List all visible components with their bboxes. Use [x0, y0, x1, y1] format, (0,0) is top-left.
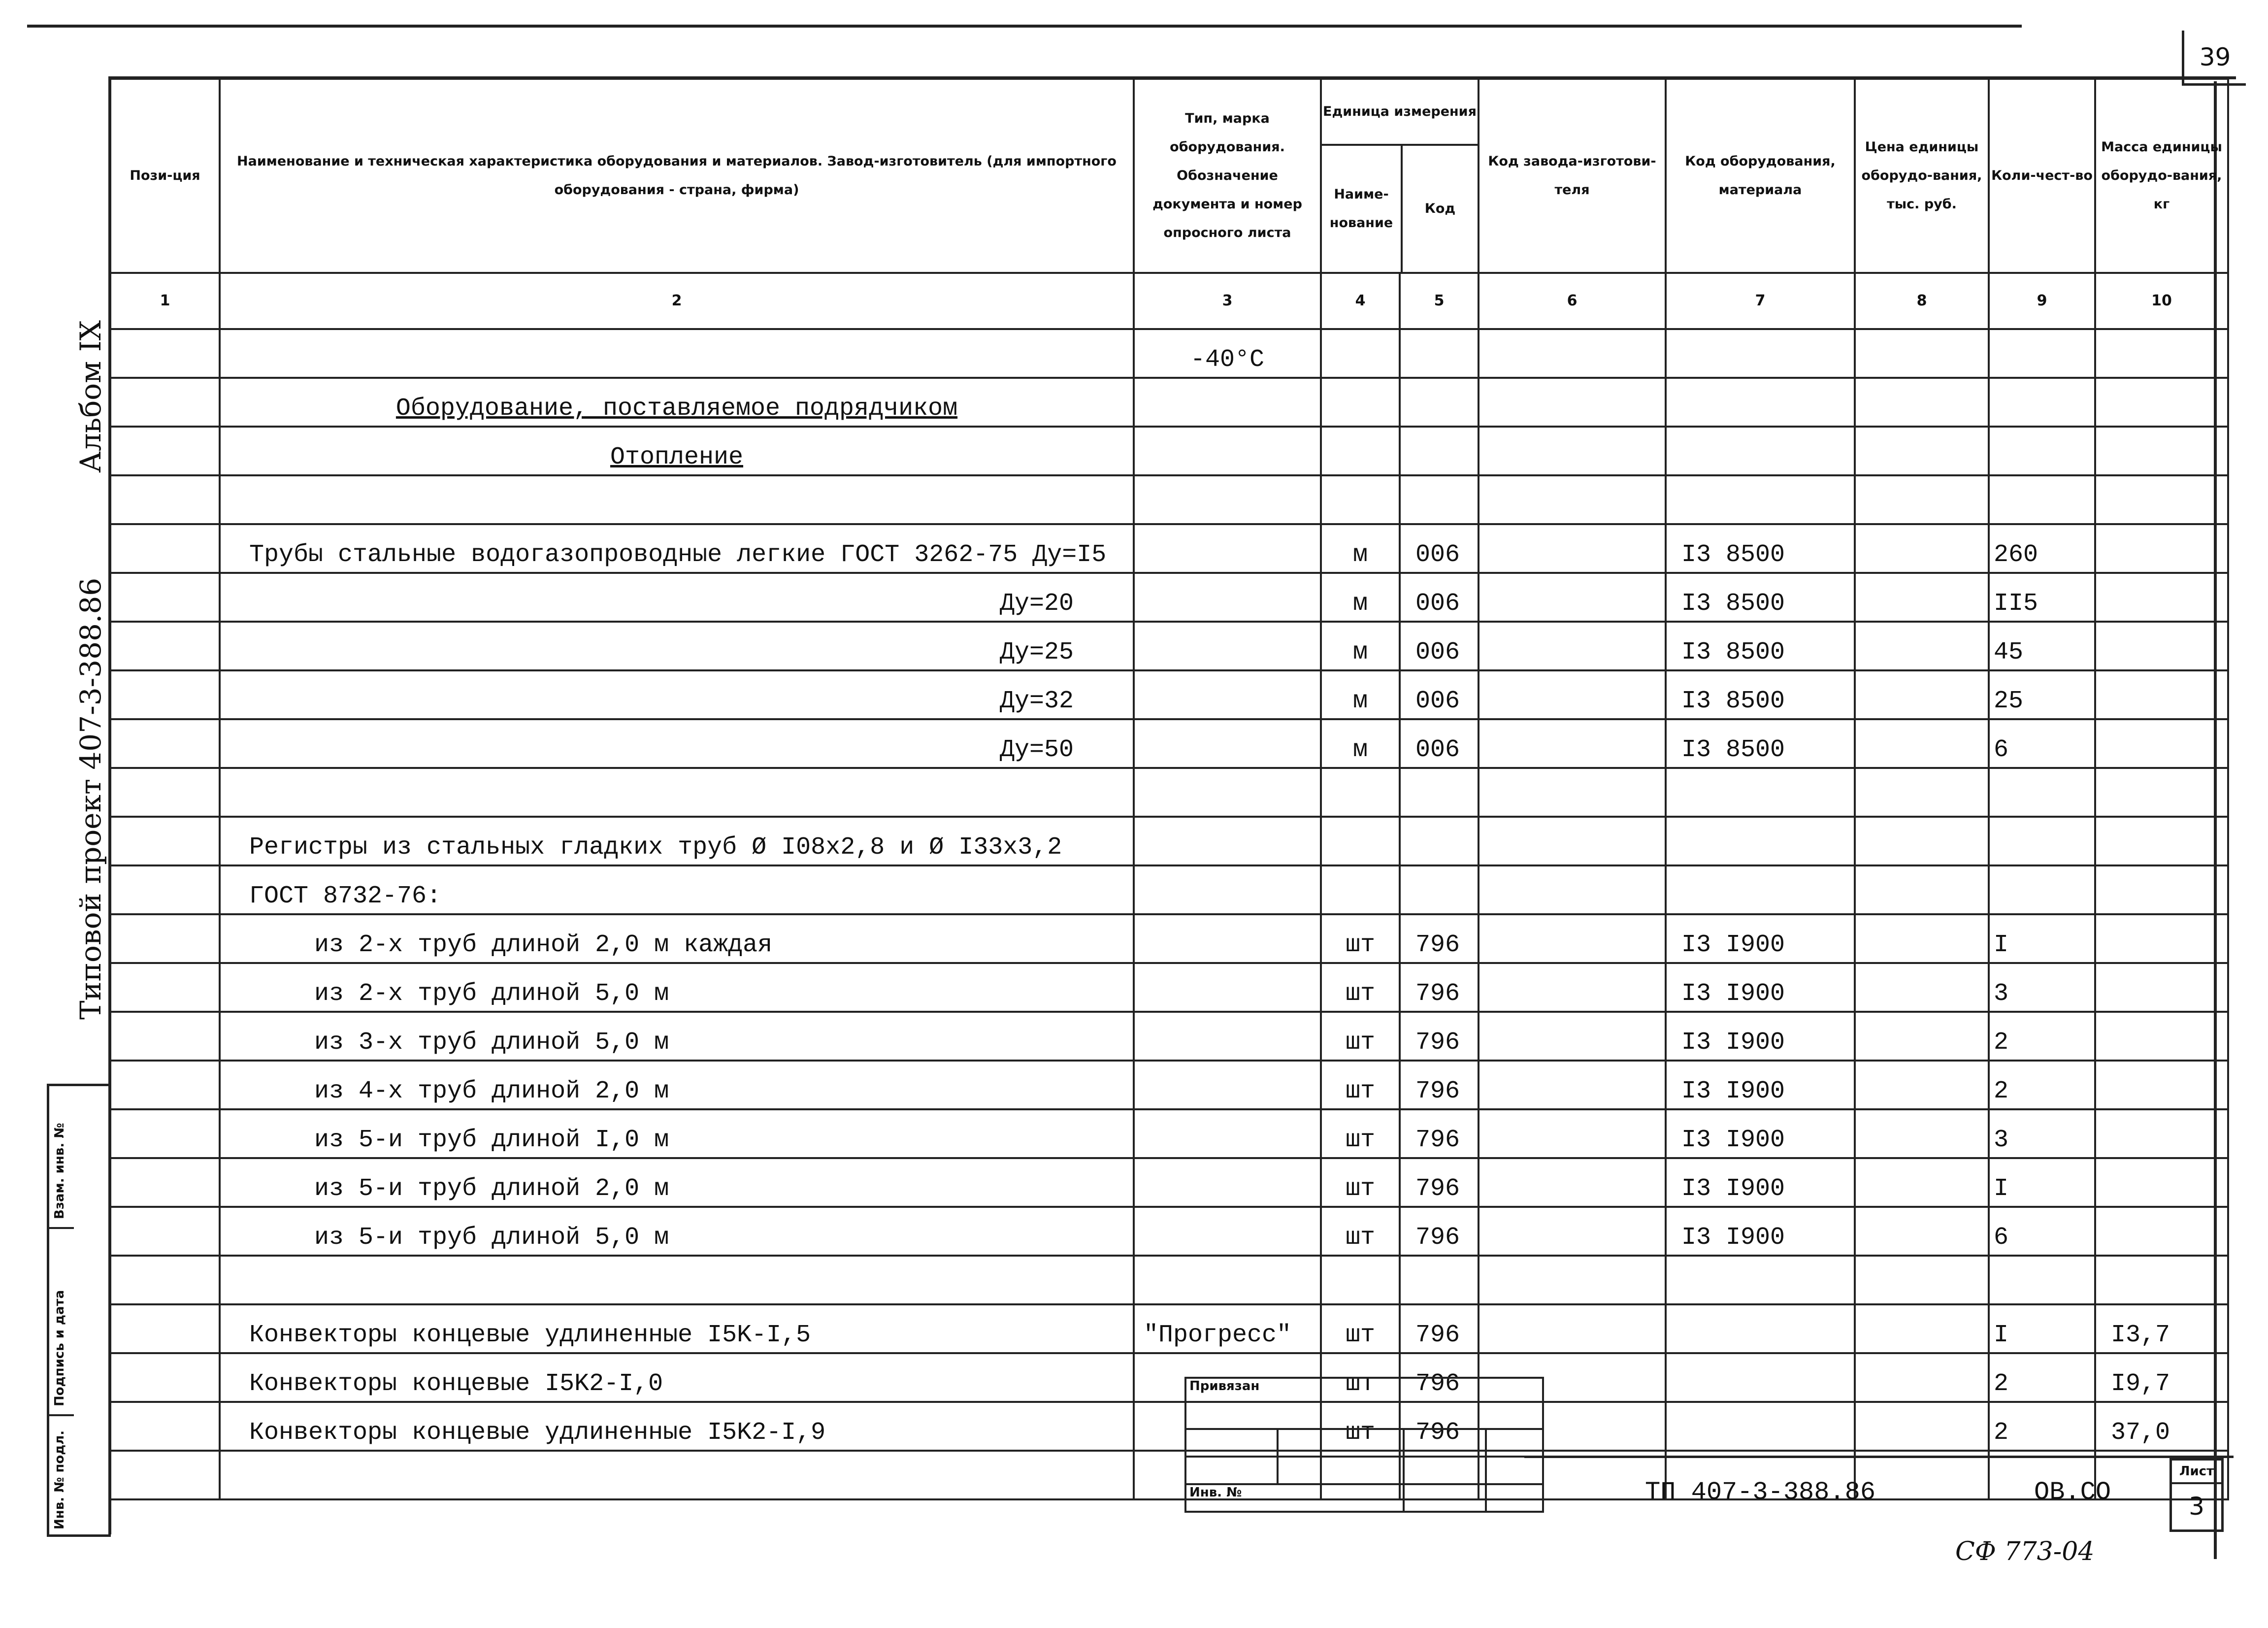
cell-col7: I3 I900 [1666, 1207, 1855, 1256]
cell-col1 [110, 1207, 220, 1256]
cell-col1 [110, 427, 220, 475]
column-number: 7 [1666, 273, 1855, 329]
cell-col8 [1855, 475, 1989, 524]
cell-col8 [1855, 1158, 1989, 1207]
table-row [110, 378, 2228, 427]
cell-col1 [110, 622, 220, 670]
table-row [110, 622, 2228, 670]
inventory-label: Инв. № [1185, 1484, 1404, 1512]
header-unit: Единица измерения [1322, 80, 1478, 146]
table-row [110, 427, 2228, 475]
cell-col7: I3 I900 [1666, 1061, 1855, 1109]
cell-col9: 260 [1989, 524, 2095, 573]
sheet-number: 3 [2189, 1492, 2204, 1521]
cell-col2: Ду=20 [220, 573, 1134, 622]
cell-col7 [1666, 1353, 1855, 1402]
header-factory-code: Код завода-изготови-теля [1479, 79, 1666, 273]
cell-col8 [1855, 622, 1989, 670]
cell-col8 [1855, 1353, 1989, 1402]
cell-col5 [1400, 1256, 1479, 1304]
cell-col1 [110, 329, 220, 378]
document-code: ТП 407-3-388.86 [1645, 1478, 1876, 1507]
table-row [110, 817, 2228, 865]
header-mass: Масса единицы оборудо-вания, кг [2095, 79, 2228, 273]
cell-col6 [1479, 1158, 1666, 1207]
table-row [110, 1353, 2228, 1402]
cell-col1 [110, 1012, 220, 1061]
cell-col10: I9,7 [2095, 1353, 2228, 1402]
header-row [110, 79, 2228, 273]
cell-col4 [1321, 427, 1400, 475]
cell-col5: 796 [1400, 1061, 1479, 1109]
cell-col4: шт [1321, 1158, 1400, 1207]
cell-col9: 25 [1989, 670, 2095, 719]
cell-col3 [1134, 1158, 1321, 1207]
cell-col4: м [1321, 622, 1400, 670]
table-row [110, 1012, 2228, 1061]
cell-col10 [2095, 914, 2228, 963]
cell-col9: 2 [1989, 1012, 2095, 1061]
cell-col2: из 2-х труб длиной 5,0 м [220, 963, 1134, 1012]
cell-col9: 6 [1989, 1207, 2095, 1256]
table-row [110, 963, 2228, 1012]
cell-col1 [110, 670, 220, 719]
cell-col2: из 4-х труб длиной 2,0 м [220, 1061, 1134, 1109]
cell-col2: из 5-и труб длиной I,0 м [220, 1109, 1134, 1158]
cell-col4 [1321, 865, 1400, 914]
cell-col2: Конвекторы концевые I5K2-I,0 [220, 1353, 1134, 1402]
cell-col6 [1479, 963, 1666, 1012]
column-number: 8 [1855, 273, 1989, 329]
cell-col1 [110, 573, 220, 622]
cell-col9 [1989, 865, 2095, 914]
cell-col7: I3 8500 [1666, 573, 1855, 622]
cell-col1 [110, 1256, 220, 1304]
cell-col1 [110, 1061, 220, 1109]
cell-col5: 006 [1400, 719, 1479, 768]
cell-col2: из 3-х труб длиной 5,0 м [220, 1012, 1134, 1061]
header-unit-group [1321, 79, 1479, 273]
table-row [110, 329, 2228, 378]
cell-col4: м [1321, 719, 1400, 768]
cell-col10 [2095, 475, 2228, 524]
cell-col4 [1321, 475, 1400, 524]
cell-col3 [1134, 573, 1321, 622]
cell-col1 [110, 1304, 220, 1353]
cell-col1 [110, 817, 220, 865]
cell-col5: 006 [1400, 670, 1479, 719]
header-unit-name: Наиме-нование [1322, 146, 1403, 272]
cell-col9: I [1989, 914, 2095, 963]
cell-col8 [1855, 963, 1989, 1012]
column-number: 9 [1989, 273, 2095, 329]
cell-col2: Трубы стальные водогазопроводные легкие ГОСТ 3262-75 Ду=I5 [220, 524, 1134, 573]
cell-col4: шт [1321, 1109, 1400, 1158]
table-row [110, 719, 2228, 768]
cell-col9 [1989, 475, 2095, 524]
cell-col1 [110, 1158, 220, 1207]
cell-col5 [1400, 768, 1479, 817]
cell-col8 [1855, 1256, 1989, 1304]
cell-col9 [1989, 817, 2095, 865]
cell-col3 [1134, 914, 1321, 963]
cell-col8 [1855, 670, 1989, 719]
header-type: Тип, марка оборудования. Обозначение документа и номер опросного листа [1134, 79, 1321, 273]
cell-col4: м [1321, 573, 1400, 622]
cell-col5 [1400, 865, 1479, 914]
cell-col2: Отопление [220, 427, 1134, 475]
cell-col4: шт [1321, 1012, 1400, 1061]
stamp-original-cell [49, 1416, 74, 1534]
cell-col4 [1321, 1256, 1400, 1304]
cell-col7 [1666, 475, 1855, 524]
cell-col4 [1321, 817, 1400, 865]
cell-col4: шт [1321, 1304, 1400, 1353]
cell-col7 [1666, 378, 1855, 427]
cell-col10 [2095, 524, 2228, 573]
cell-col1 [110, 1451, 220, 1499]
cell-col7: I3 I900 [1666, 1158, 1855, 1207]
cell-col10 [2095, 768, 2228, 817]
cell-col7 [1666, 817, 1855, 865]
cell-col7 [1666, 1402, 1855, 1451]
cell-col8 [1855, 1061, 1989, 1109]
cell-col6 [1479, 573, 1666, 622]
cell-col10: I3,7 [2095, 1304, 2228, 1353]
cell-col6 [1479, 524, 1666, 573]
cell-col8 [1855, 817, 1989, 865]
cell-col7: I3 I900 [1666, 1109, 1855, 1158]
column-number: 5 [1400, 273, 1479, 329]
cell-col1 [110, 963, 220, 1012]
cell-col10 [2095, 963, 2228, 1012]
cell-col2: из 5-и труб длиной 2,0 м [220, 1158, 1134, 1207]
table-row [110, 524, 2228, 573]
column-number: 2 [220, 273, 1134, 329]
cell-col2: Ду=25 [220, 622, 1134, 670]
cell-col3 [1134, 378, 1321, 427]
sheet-label: Лист [2172, 1461, 2221, 1484]
approval-stamp-block [1184, 1377, 1544, 1513]
cell-col4: шт [1321, 1061, 1400, 1109]
cell-col2 [220, 1256, 1134, 1304]
cell-col3: -40°C [1134, 329, 1321, 378]
cell-col8 [1855, 1012, 1989, 1061]
cell-col8 [1855, 329, 1989, 378]
cell-col9: 3 [1989, 963, 2095, 1012]
cell-col5: 796 [1400, 1353, 1479, 1402]
table-row [110, 1061, 2228, 1109]
cell-col5: 796 [1400, 1402, 1479, 1451]
cell-col5: 796 [1400, 1207, 1479, 1256]
side-stamp-block [47, 1084, 111, 1537]
cell-col2 [220, 329, 1134, 378]
header-unit-code: Код [1424, 201, 1456, 216]
table-row [110, 914, 2228, 963]
cell-col10 [2095, 865, 2228, 914]
cell-col6 [1479, 1256, 1666, 1304]
header-price: Цена единицы оборудо-вания, тыс. руб. [1855, 79, 1989, 273]
cell-col1 [110, 475, 220, 524]
cell-col4: шт [1321, 1353, 1400, 1402]
cell-col10 [2095, 1109, 2228, 1158]
header-quantity: Коли-чест-во [1989, 79, 2095, 273]
cell-col2 [220, 1451, 1134, 1499]
cell-col8 [1855, 573, 1989, 622]
cell-col2 [220, 475, 1134, 524]
cell-col10 [2095, 817, 2228, 865]
cell-col3 [1134, 427, 1321, 475]
cell-col4: м [1321, 670, 1400, 719]
table-row [110, 865, 2228, 914]
stamp-replacement-cell [49, 1086, 74, 1229]
cell-col5: 796 [1400, 1109, 1479, 1158]
cell-col2: Конвекторы концевые удлиненные I5K2-I,9 [220, 1402, 1134, 1451]
cell-col9: 6 [1989, 719, 2095, 768]
cell-col5: 796 [1400, 1158, 1479, 1207]
cell-col2: ГОСТ 8732-76: [220, 865, 1134, 914]
cell-col5: 006 [1400, 622, 1479, 670]
stamp-replacement-label: Взам. инв. № [52, 1123, 67, 1219]
page-number: 39 [2182, 31, 2246, 86]
table-row [110, 1207, 2228, 1256]
cell-col1 [110, 524, 220, 573]
cell-col9: I [1989, 1304, 2095, 1353]
cell-col9: 2 [1989, 1061, 2095, 1109]
cell-col9 [1989, 378, 2095, 427]
cell-col1 [110, 719, 220, 768]
cell-col7: I3 8500 [1666, 670, 1855, 719]
cell-col10 [2095, 1207, 2228, 1256]
cell-col3 [1134, 865, 1321, 914]
cell-col8 [1855, 427, 1989, 475]
cell-col8 [1855, 865, 1989, 914]
cell-col3: "Прогресс" [1134, 1304, 1321, 1353]
column-number: 6 [1479, 273, 1666, 329]
cell-col3 [1134, 1061, 1321, 1109]
cell-col3 [1134, 670, 1321, 719]
column-number: 10 [2095, 273, 2228, 329]
cell-col8 [1855, 719, 1989, 768]
cell-col6 [1479, 622, 1666, 670]
cell-col5 [1400, 378, 1479, 427]
cell-col5 [1400, 427, 1479, 475]
cell-col9 [1989, 329, 2095, 378]
table-row [110, 670, 2228, 719]
cell-col10 [2095, 329, 2228, 378]
cell-col6 [1479, 1109, 1666, 1158]
cell-col5 [1400, 817, 1479, 865]
attached-label: Привязан [1185, 1378, 1543, 1429]
cell-col9: 3 [1989, 1109, 2095, 1158]
cell-col3 [1134, 1012, 1321, 1061]
table-row [110, 573, 2228, 622]
cell-col6 [1479, 914, 1666, 963]
cell-col7: I3 I900 [1666, 1012, 1855, 1061]
cell-col9: II5 [1989, 573, 2095, 622]
cell-col6 [1479, 1304, 1666, 1353]
specification-table [109, 78, 2229, 1500]
cell-col7 [1666, 865, 1855, 914]
cell-col9 [1989, 768, 2095, 817]
stamp-original-label: Инв. № подл. [52, 1430, 67, 1529]
archive-note: СФ 773-04 [1955, 1537, 2095, 1566]
table-row [110, 1109, 2228, 1158]
cell-col6 [1479, 817, 1666, 865]
top-rule [27, 25, 2022, 28]
column-number: 4 [1321, 273, 1400, 329]
cell-col1 [110, 1353, 220, 1402]
cell-col3 [1134, 963, 1321, 1012]
cell-col8 [1855, 524, 1989, 573]
cell-col8 [1855, 914, 1989, 963]
cell-col9: I [1989, 1158, 2095, 1207]
cell-col9: 2 [1989, 1402, 2095, 1451]
cell-col1 [110, 1109, 220, 1158]
cell-col7: I3 8500 [1666, 719, 1855, 768]
cell-col3 [1134, 475, 1321, 524]
cell-col10 [2095, 622, 2228, 670]
cell-col1 [110, 768, 220, 817]
cell-col5: 796 [1400, 1304, 1479, 1353]
cell-col3 [1134, 1256, 1321, 1304]
column-number-row [110, 273, 2228, 329]
cell-col9: 45 [1989, 622, 2095, 670]
cell-col2: Конвекторы концевые удлиненные I5K-I,5 [220, 1304, 1134, 1353]
cell-col8 [1855, 1304, 1989, 1353]
cell-col10 [2095, 427, 2228, 475]
cell-col10 [2095, 1158, 2228, 1207]
cell-col2 [220, 768, 1134, 817]
cell-col2: Регистры из стальных гладких труб Ø I08x2,8 и Ø I33x3,2 [220, 817, 1134, 865]
cell-col8 [1855, 1402, 1989, 1451]
cell-col10 [2095, 573, 2228, 622]
cell-col10: 37,0 [2095, 1402, 2228, 1451]
cell-col6 [1479, 427, 1666, 475]
stamp-signature-label: Подпись и дата [52, 1290, 67, 1406]
cell-col7: I3 8500 [1666, 524, 1855, 573]
stamp-signature-cell [49, 1229, 74, 1416]
cell-col9: 2 [1989, 1353, 2095, 1402]
cell-col6 [1479, 1061, 1666, 1109]
cell-col10 [2095, 670, 2228, 719]
cell-col10 [2095, 378, 2228, 427]
cell-col4: шт [1321, 1402, 1400, 1451]
cell-col4: м [1321, 524, 1400, 573]
cell-col7 [1666, 1256, 1855, 1304]
cell-col3 [1134, 1207, 1321, 1256]
cell-col6 [1479, 768, 1666, 817]
title-block-rule [1524, 1456, 2234, 1458]
cell-col2: из 2-х труб длиной 2,0 м каждая [220, 914, 1134, 963]
cell-col6 [1479, 719, 1666, 768]
cell-col7 [1666, 1304, 1855, 1353]
table-row [110, 1304, 2228, 1353]
table-row [110, 475, 2228, 524]
cell-col2: Оборудование, поставляемое подрядчиком [220, 378, 1134, 427]
cell-col2: Ду=50 [220, 719, 1134, 768]
cell-col4: шт [1321, 914, 1400, 963]
cell-col4: шт [1321, 1207, 1400, 1256]
cell-col1 [110, 865, 220, 914]
cell-col7: I3 I900 [1666, 963, 1855, 1012]
cell-col2: из 5-и труб длиной 5,0 м [220, 1207, 1134, 1256]
cell-col10 [2095, 1012, 2228, 1061]
cell-col1 [110, 914, 220, 963]
cell-col3 [1134, 817, 1321, 865]
cell-col4 [1321, 768, 1400, 817]
side-album-label: Альбом IX [74, 320, 107, 473]
cell-col7 [1666, 768, 1855, 817]
document-mark: ОВ.СО [2034, 1478, 2111, 1507]
column-number: 1 [110, 273, 220, 329]
header-name: Наименование и техническая характеристика оборудования и материалов. Завод-изготовитель (для импортного оборудования - страна, фирма) [220, 79, 1134, 273]
cell-col7: I3 I900 [1666, 914, 1855, 963]
side-project-label: Типовой проект 407-3-388.86 [74, 577, 107, 1020]
cell-col6 [1479, 329, 1666, 378]
cell-col5: 006 [1400, 573, 1479, 622]
table-row [110, 1402, 2228, 1451]
cell-col9 [1989, 427, 2095, 475]
cell-col1 [110, 1402, 220, 1451]
cell-col8 [1855, 768, 1989, 817]
cell-col7 [1666, 329, 1855, 378]
header-equipment-code: Код оборудования, материала [1666, 79, 1855, 273]
table-row [110, 768, 2228, 817]
cell-col5: 796 [1400, 1012, 1479, 1061]
cell-col8 [1855, 1109, 1989, 1158]
cell-col8 [1855, 1207, 1989, 1256]
cell-col4: шт [1321, 963, 1400, 1012]
header-position: Пози-ция [110, 79, 220, 273]
cell-col9 [1989, 1256, 2095, 1304]
cell-col3 [1134, 1109, 1321, 1158]
cell-col3 [1134, 622, 1321, 670]
cell-col2: Ду=32 [220, 670, 1134, 719]
column-number: 3 [1134, 273, 1321, 329]
cell-col3 [1134, 524, 1321, 573]
cell-col4 [1321, 329, 1400, 378]
cell-col7 [1666, 427, 1855, 475]
cell-col10 [2095, 1256, 2228, 1304]
sheet-box [2169, 1458, 2224, 1532]
table-row [110, 1158, 2228, 1207]
table-row [110, 1256, 2228, 1304]
cell-col4 [1321, 378, 1400, 427]
cell-col5 [1400, 475, 1479, 524]
cell-col5: 796 [1400, 963, 1479, 1012]
cell-col6 [1479, 1012, 1666, 1061]
cell-col8 [1855, 378, 1989, 427]
cell-col6 [1479, 865, 1666, 914]
cell-col5 [1400, 329, 1479, 378]
cell-col6 [1479, 670, 1666, 719]
cell-col6 [1479, 1207, 1666, 1256]
cell-col10 [2095, 719, 2228, 768]
cell-col10 [2095, 1061, 2228, 1109]
cell-col3 [1134, 719, 1321, 768]
cell-col5: 796 [1400, 914, 1479, 963]
cell-col5: 006 [1400, 524, 1479, 573]
cell-col7: I3 8500 [1666, 622, 1855, 670]
specification-body [110, 329, 2228, 1499]
cell-col6 [1479, 378, 1666, 427]
cell-col6 [1479, 475, 1666, 524]
cell-col1 [110, 378, 220, 427]
cell-col3 [1134, 768, 1321, 817]
